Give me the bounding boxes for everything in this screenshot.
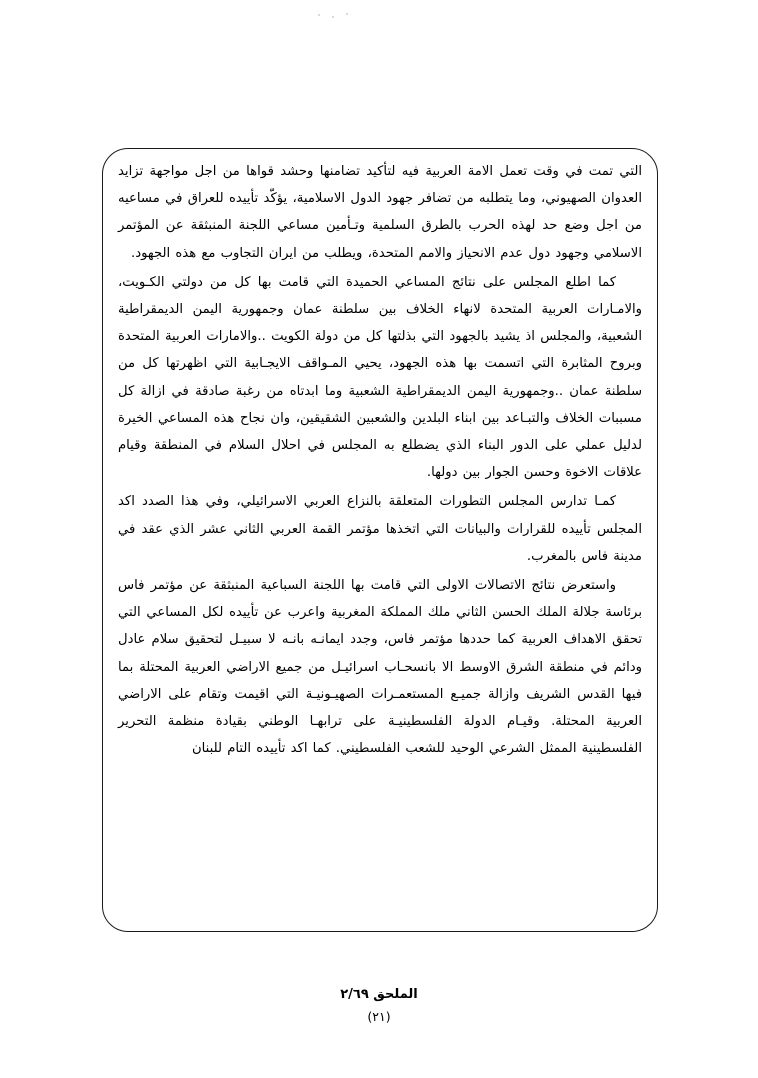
- appendix-label: الملحق ٢/٦٩: [340, 987, 418, 1002]
- page-footer: [0, 985, 758, 1027]
- paragraph: كمـا تدارس المجلس التطورات المتعلقة بالنزاع العربي الاسرائيلي، وفي هذا الصدد اكد المجلس تأييده للقرارات والبيانات التي اتخذها مؤتمر القمة العربي الثاني عشر الذي عقد في مدينة فاس بالمغرب.: [118, 494, 642, 564]
- paragraph: التي تمت في وقت تعمل الامة العربية فيه لتأكيد تضامنها وحشد قواها من اجل مواجهة تزايد العدوان الصهيوني، وما يتطلبه من تضافر جهود الدول الاسلامية، يؤكّد تأييده للعراق في مساعيه من اجل وضع حد لهذه الحرب بالطرق السلمية وتـأمين مساعي اللجنة المنبثقة عن المؤتمر الاسلامي وجهود دول عدم الانحياز والامم المتحدة، ويطلب من ايران التجاوب مع هذه الجهود.: [118, 164, 642, 261]
- page-number: (٢١): [367, 1009, 391, 1024]
- paragraph: كما اطلع المجلس على نتائج المساعي الحميدة التي قامت بها كل من دولتي الكـويت، والامـارات العربية المتحدة لانهاء الخلاف بين سلطنة عمان وجمهورية اليمن الديمقراطية الشعبية، والمجلس اذ يشيد بالجهود التي بذلتها كل من دولة الكويت ..والامارات العربية المتحدة وبروح المثابرة التي اتسمت بها هذه الجهود، يحيي المـواقف الايجـابية التي اظهرتها كل من سلطنة عمان ..وجمهورية اليمن الديمقراطية الشعبية وما ابدتاه من رغبة صادقة في ازالة كل مسببات الخلاف والتبـاعد بين ابناء البلدين والشعبين الشقيقين، وان نجاح هذه المساعي الخيرة لدليل عملي على الدور البناء الذي يضطلع به المجلس في احلال السلام في المنطقة وقيام علاقات الاخوة وحسن الجوار بين دولها.: [118, 274, 642, 481]
- scan-speckle: [318, 14, 320, 16]
- scan-speckle: [346, 13, 348, 15]
- document-text-body: [118, 158, 642, 764]
- paragraph: واستعرض نتائج الاتصالات الاولى التي قامت بها اللجنة السباعية المنبثقة عن مؤتمر فاس برئاسة جلالة الملك الحسن الثاني ملك المملكة المغربية واعرب عن تأييده لكل المساعي التي تحقق الاهداف العربية كما حددها مؤتمر فاس، وجدد ايمانـه بانـه لا سبيـل لتحقيق سلام عادل ودائم في منطقة الشرق الاوسط الا بانسحـاب اسرائيـل من جميع الاراضي العربية المحتلة بما فيها القدس الشريف وازالة جميـع المستعمـرات الصهيـونيـة التي اقيمت وتقام على الاراضي العربية المحتلة. وقيـام الدولة الفلسطينيـة على ترابهـا الوطني بقيادة منظمة التحرير الفلسطينية الممثل الشرعي الوحيد للشعب الفلسطيني. كما اكد تأييده التام للبنان: [118, 578, 642, 757]
- scan-speckle: [332, 16, 334, 18]
